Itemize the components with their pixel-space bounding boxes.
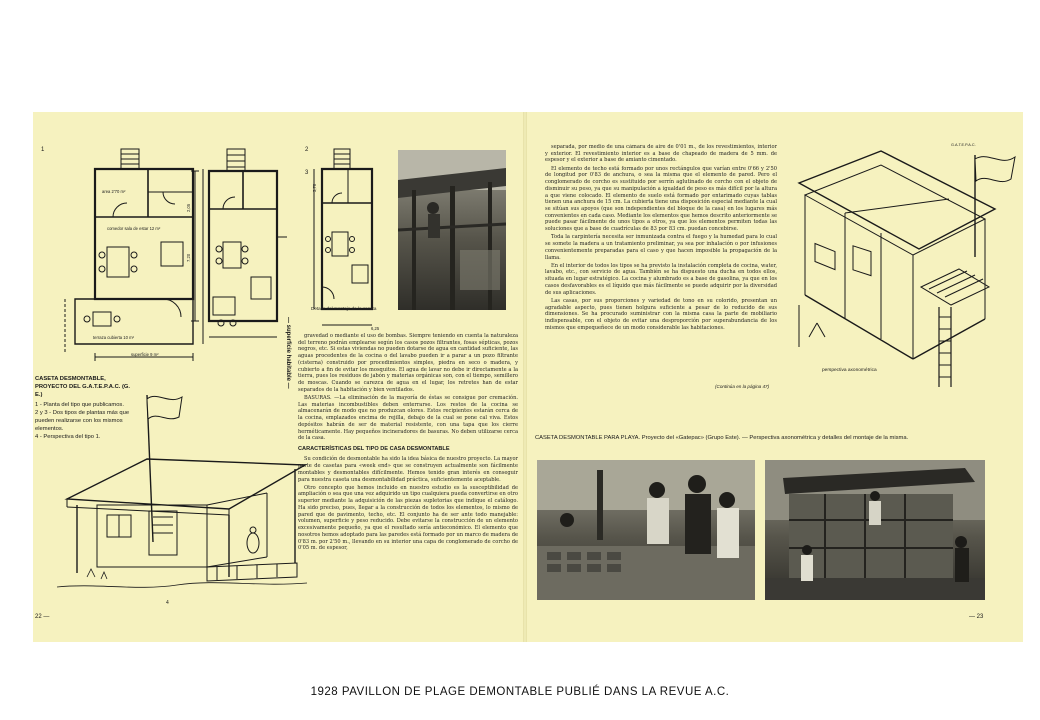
figure-number-2: 2: [305, 147, 309, 153]
figure-number-4: 4: [166, 600, 169, 606]
figure-number-1: 1: [41, 147, 45, 153]
axonometric-drawing: [789, 137, 1017, 397]
plan-label-area: area 2'70 m²: [102, 189, 126, 194]
right-paragraph-1: separada, por medio de una cámara de aire de 0'01 m., de los revestimientos, interior y exterior. El revestimiento interior es a base de chapeado de madera de 5 mm. de espesor y el exterior a base de amianto cimentado.: [545, 144, 777, 164]
right-figure-caption: CASETA DESMONTABLE PARA PLAYA. Proyecto del «Gatepac» (Grupo Este). — Perspectiva axonométrica y detalles del montaje de la misma.: [535, 435, 909, 441]
floor-plan-2: [183, 147, 293, 362]
assembly-photo-caption: Detalle del montaje de la caseta: [311, 306, 377, 311]
caption-line-3: 4 - Perspectiva del tipo 1.: [35, 433, 101, 440]
right-paragraph-2: El elemento de techo está formado por unos rectángulos que varían entre 0'66 y 2'50 de longitud por 0'83 de anchura, o sea la misma que el elemento de pared. Pero el conglomerado de corcho es sustituido por serrín aglutinado de corcho con el objeto de disminuir su peso, ya que su manipulación a igualdad de peso es más difícil por la altura a que viene colocado. El elemento de suelo está formado por entarimado cuyas tablas tienen una anchura de 15 cm. La cubierta tiene una disposición especial mediante la cual se sitúan sus apoyos (que son independientes del bloque de la casa) en los lugares más convenientes en cada caso. Mediante los elementos que hemos descrito anteriormente se puede pasar fácilmente de unos tipos a otros, ya que los elementos permiten todas las soluciones que a base de cuadrículas de 83 por 83 cm. puedan concebirse.: [545, 165, 777, 233]
left-paragraph-1: gravedad o mediante el uso de bombas. Siempre teniendo en cuenta la naturaleza del terreno podrán emplearse según los casos pozos filtrantes, fosas sépticas, pozos negros, etc. Si estas viviendas no pueden dotarse de agua en cantidad suficiente, las aguas procedentes de la cocina o del lavabo pueden ir a parar a un pozo filtrante (cisterna) construido por procedimientos simples, piedra en seco o madera, y cubierto a fin de evitar los mosquitos. El agua de lavar no debe ir directamente a la tierra, pues los residuos de jabón y materias orgánicas son, con el tiempo, semillero de moscas. Cuando se carezca de agua en el lugar, los retretes han de estar separados de la habitación y bien ventilados.: [298, 333, 518, 393]
plan-dim-3: 3,70: [312, 183, 317, 192]
flag-text: G.A.T.E.P.A.C.: [951, 143, 976, 147]
continued-note: (Continúa en la página 47): [715, 384, 770, 389]
left-paragraph-2: BASURAS. —La eliminación de la mayoría de éstas se consigue por cremación. Las materias incombustibles deben enterrarse. Los restos de la cocina se almacenarán de modo que no produzcan olores. Estos recipientes estarán cerca de la cocina, emplazados encima de rejilla, debajo de la cual se pone cal viva. Estos depósitos habrán de ser de material resistente, con una tapa que los cierre herméticamente. Hay pequeños incineradores de basuras. No deben utilizarse cerca de la casa.: [298, 394, 518, 442]
left-page: [33, 112, 523, 642]
plan-dim-1: 2,05: [186, 203, 191, 212]
right-paragraph-4: En el interior de todos los tipos se ha previsto la instalación completa de cocina, water, lavabo, etc., con servicio de agua. También se ha dispuesto una ducha en todos ellos, situada en lugar estratégico. La cocina y alumbrado es a base de gasolina, ya que en los casos desfavorables es el líquido que más fácilmente se puede adquirir por la diversidad de sus aplicaciones.: [545, 262, 777, 296]
caption-line-2: 2 y 3 - Dos tipos de plantas más que pueden realizarse con los mismos elementos.: [35, 410, 130, 432]
footer-title: 1928 PAVILLON DE PLAGE DEMONTABLE PUBLIÉ DANS LA REVUE A.C.: [310, 686, 730, 698]
figure-number-3: 3: [305, 170, 309, 176]
plan-label-terrace: terraza cubierta 10 m²: [93, 335, 134, 340]
plan-label-surface: superficie 9 m²: [131, 352, 159, 357]
axonometric-label: perspectiva axonométrica: [822, 368, 877, 373]
caption-title: CASETA DESMONTABLE, PROYECTO DEL G.A.T.E.P.A.C. (G. E.): [35, 376, 131, 398]
right-page: [527, 112, 1023, 642]
right-page-number: — 23: [969, 614, 984, 620]
construction-photo-2: [765, 460, 985, 600]
floor-plan-3: [308, 147, 388, 347]
left-page-number: 22 —: [35, 614, 50, 620]
left-paragraph-4: Otro concepto que hemos incluido en nuestro estudio es la susceptibilidad de ampliación o sea que una vez adquirido un tipo cualquiera pueda convertirse en otro superior mediante la adquisición de las piezas supletorias que indique el catálogo. Ha sido preciso, pues, llegar a la construcción de todos los elementos, lo mismo de pared que de pavimento, techo, etc. El conjunto ha de ser ante todo manejable: volumen, superficie y peso reducido. Debe evitarse la construcción de un elemento excesivamente pequeño, ya que el resultado sería antieconómico. El elemento que nosotros hemos adoptado para las paredes está formado por un marco de madera de 0'83 m. por 2'50 m., llevando en su interior una capa de conglomerado de corcho de 0'05 m. de espesor,: [298, 484, 518, 552]
plan-label-dining: comedor sala de estar 12 m²: [107, 226, 161, 231]
right-text-column: [545, 144, 777, 384]
right-paragraph-5: Las casas, por sus proporciones y variedad de tono en su colorido, presentan un agradable aspecto, pues tienen holgura suficiente a pesar de lo reducido de sus dimensiones. Se ha procurado suministrar con la misma casa la parte de mobiliario indispensable, con el objeto de evitar una desproporción por superabundancia de los mismos que empequeñece de un modo considerable las habitaciones.: [545, 297, 777, 331]
plan-dim-4: 6,25: [371, 326, 380, 331]
construction-photo-1: [537, 460, 755, 600]
caption-line-1: 1 - Planta del tipo que publicamos.: [35, 402, 124, 409]
left-text-column: [298, 333, 518, 635]
plan-dim-2: 7,20: [186, 253, 191, 262]
left-paragraph-3: Su condición de desmontable ha sido la idea básica de nuestro proyecto. La mayor parte de casetas para «week end» que se construyen actualmente son fácilmente montables y desmontables difícilmente. Hemos tenido gran interés en conseguir para nuestra caseta una desmontabilidad práctica, suficientemente aceptable.: [298, 456, 518, 483]
assembly-photo: [398, 150, 506, 310]
section-heading: CARACTERÍSTICAS DEL TIPO DE CASA DESMONTABLE: [298, 446, 450, 452]
plan-vertical-label: — superficie habitable —: [285, 317, 291, 389]
right-paragraph-3: Toda la carpintería necesita ser inmunizada contra el fuego y la humedad para lo cual se somete la madera a un tratamiento preliminar, ya sea por inhalación o por infusiones convenientemente preparadas para el caso y que hacen imposible la propagación de la llama.: [545, 234, 777, 261]
perspective-drawing: [57, 387, 307, 597]
magazine-spread: [33, 112, 1023, 642]
